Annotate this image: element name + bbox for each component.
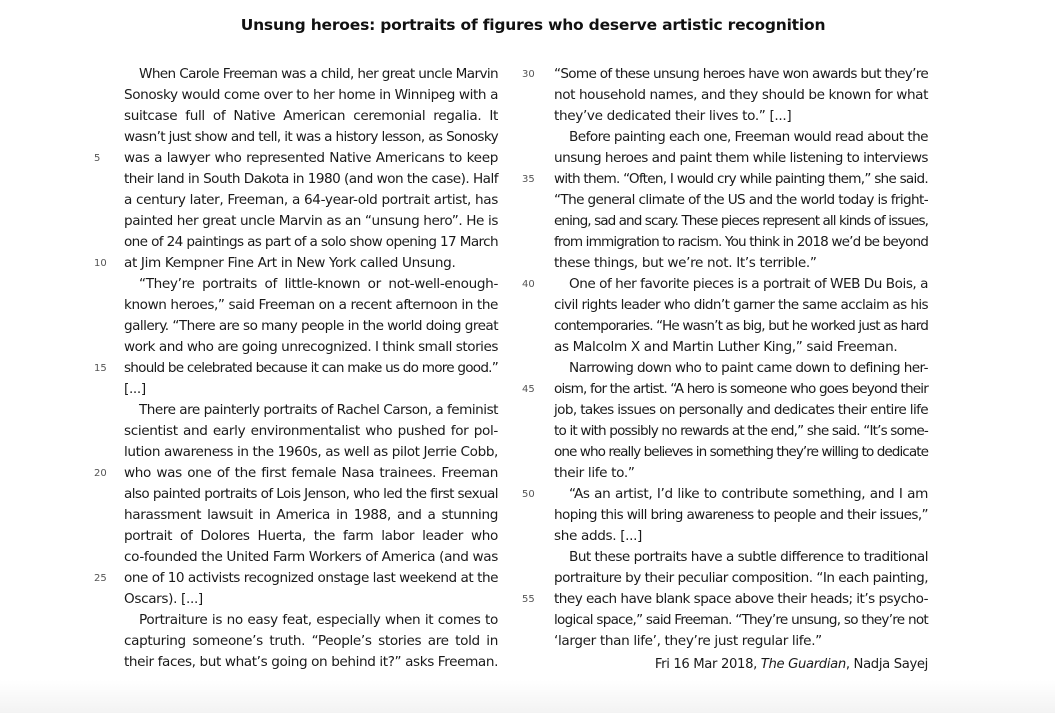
line-text: Narrowing down who to paint came down to defining her-	[569, 360, 928, 376]
line-text: [...]	[124, 381, 146, 397]
line-text: oism, for the artist. “A hero is someone who goes beyond their	[554, 381, 928, 397]
line-text: was a lawyer who represented Native Americans to keep	[124, 150, 498, 166]
line-text: one of 24 paintings as part of a solo show opening 17 March	[124, 234, 498, 250]
line-text: gallery. “There are so many people in the world doing great	[124, 318, 498, 334]
text-line	[522, 169, 928, 190]
text-line	[124, 85, 498, 106]
text-line	[554, 463, 928, 484]
line-text: Before painting each one, Freeman would read about the	[569, 129, 928, 145]
line-text: one of 10 activists recognized onstage last weekend at the	[124, 570, 498, 586]
line-text: One of her favorite pieces is a portrait of WEB Du Bois, a	[569, 276, 928, 292]
line-number: 10	[94, 258, 107, 269]
line-number: 55	[522, 594, 535, 605]
line-number: 30	[522, 69, 535, 80]
line-text: “They’re portraits of little-known or not-well-enough-	[139, 276, 498, 292]
text-line	[124, 316, 498, 337]
text-line	[124, 127, 498, 148]
text-line	[124, 106, 498, 127]
text-line	[124, 610, 498, 631]
line-text: work and who are going unrecognized. I think small stories	[124, 339, 498, 355]
text-line	[554, 232, 928, 253]
text-line	[554, 85, 928, 106]
line-text: a century later, Freeman, a 64-year-old portrait artist, has	[124, 192, 498, 208]
text-line	[124, 274, 498, 295]
text-line	[554, 127, 928, 148]
text-line	[554, 337, 928, 358]
right-column	[522, 64, 928, 675]
text-line	[124, 379, 498, 400]
text-line	[554, 526, 928, 547]
line-text: with them. “Often, I would cry while painting them,” she said.	[554, 171, 928, 187]
line-text: they each have blank space above their heads; it’s psycho-	[554, 591, 928, 607]
line-text: from immigration to racism. You think in 2018 we’d be beyond	[554, 234, 928, 250]
text-line	[554, 610, 928, 631]
text-line	[124, 484, 498, 505]
text-line	[554, 106, 928, 127]
line-text: they’ve dedicated their lives to.” [...]	[554, 108, 792, 124]
text-line	[124, 421, 498, 442]
text-line	[124, 652, 498, 673]
text-line	[554, 253, 928, 274]
line-text: who was one of the first female Nasa trainees. Freeman	[124, 465, 498, 481]
text-line	[522, 274, 928, 295]
line-number: 5	[94, 153, 101, 164]
text-line	[124, 211, 498, 232]
line-text: their faces, but what’s going on behind it?” asks Freeman.	[124, 654, 498, 670]
line-text: their life to.”	[554, 465, 635, 481]
text-line	[94, 148, 498, 169]
line-text: But these portraits have a subtle difference to traditional	[569, 549, 928, 565]
line-text: wasn’t just show and tell, it was a history lesson, as Sonosky	[124, 129, 498, 145]
text-line	[522, 484, 928, 505]
line-text: lution awareness in the 1960s, as well as pilot Jerrie Cobb,	[124, 444, 498, 460]
article-credit	[554, 654, 928, 675]
text-line	[124, 64, 498, 85]
line-text: to it with possibly no rewards at the end,” she said. “It’s some-	[554, 423, 928, 439]
text-line	[124, 589, 498, 610]
line-text: Oscars). [...]	[124, 591, 203, 607]
text-line	[554, 442, 928, 463]
text-line	[554, 568, 928, 589]
text-line	[124, 169, 498, 190]
text-line	[522, 379, 928, 400]
credit-publication: The Guardian	[760, 657, 846, 672]
line-text: contemporaries. “He wasn’t as big, but he worked just as hard	[554, 318, 928, 334]
text-line	[124, 295, 498, 316]
text-line	[94, 568, 498, 589]
line-text: “Some of these unsung heroes have won awards but they’re	[554, 66, 928, 82]
text-line	[124, 232, 498, 253]
line-text: also painted portraits of Lois Jenson, who led the first sexual	[124, 486, 498, 502]
text-line	[522, 64, 928, 85]
line-text: co-founded the United Farm Workers of America (and was	[124, 549, 498, 565]
line-text: she adds. [...]	[554, 528, 643, 544]
text-line	[554, 400, 928, 421]
line-text: job, takes issues on personally and dedicates their entire life	[554, 402, 928, 418]
line-text: portrait of Dolores Huerta, the farm labor leader who	[124, 528, 498, 544]
line-text: When Carole Freeman was a child, her great uncle Marvin	[139, 66, 499, 82]
text-line	[522, 589, 928, 610]
line-number: 45	[522, 384, 535, 395]
text-line	[554, 547, 928, 568]
line-number: 20	[94, 468, 107, 479]
line-text: scientist and early environmentalist who pushed for pol-	[124, 423, 498, 439]
text-line	[554, 148, 928, 169]
line-text: their land in South Dakota in 1980 (and won the case). Half	[124, 171, 498, 187]
text-line	[124, 505, 498, 526]
text-line	[554, 358, 928, 379]
line-text: unsung heroes and paint them while listening to interviews	[554, 150, 928, 166]
line-text: known heroes,” said Freeman on a recent afternoon in the	[124, 297, 498, 313]
text-line	[124, 526, 498, 547]
line-text: should be celebrated because it can make us do more good.”	[124, 360, 498, 376]
credit-date: Fri 16 Mar 2018,	[654, 657, 761, 672]
line-text: “As an artist, I’d like to contribute something, and I am	[569, 486, 928, 502]
line-text: painted her great uncle Marvin as an “unsung hero”. He is	[124, 213, 498, 229]
line-text: not household names, and they should be known for what	[554, 87, 928, 103]
line-number: 25	[94, 573, 107, 584]
line-number: 15	[94, 363, 107, 374]
line-number: 40	[522, 279, 535, 290]
line-text: portraiture by their peculiar composition. “In each painting,	[554, 570, 928, 586]
text-line	[554, 631, 928, 652]
line-number: 50	[522, 489, 535, 500]
text-line	[124, 337, 498, 358]
line-text: civil rights leader who didn’t garner the same acclaim as his	[554, 297, 928, 313]
line-text: There are painterly portraits of Rachel Carson, a feminist	[139, 402, 498, 418]
line-text: “The general climate of the US and the world today is fright-	[554, 192, 928, 208]
line-text: suitcase full of Native American ceremonial regalia. It	[124, 108, 498, 124]
text-line	[554, 295, 928, 316]
text-line	[124, 190, 498, 211]
article-title: Unsung heroes: portraits of figures who deserve artistic recognition	[240, 16, 826, 34]
line-text: logical space,” said Freeman. “They’re unsung, so they’re not	[554, 612, 928, 628]
line-text: harassment lawsuit in America in 1988, and a stunning	[124, 507, 498, 523]
text-line	[124, 547, 498, 568]
text-line	[94, 358, 498, 379]
credit-author: , Nadja Sayej	[845, 657, 928, 672]
line-text: as Malcolm X and Martin Luther King,” said Freeman.	[554, 339, 898, 355]
text-line	[554, 421, 928, 442]
line-text: ‘larger than life’, they’re just regular life.”	[554, 633, 822, 649]
text-line	[94, 253, 498, 274]
line-text: Sonosky would come over to her home in Winnipeg with a	[124, 87, 498, 103]
line-text: ening, sad and scary. These pieces represent all kinds of issues,	[554, 213, 928, 229]
left-column	[94, 64, 499, 673]
line-text: these things, but we’re not. It’s terrible.”	[554, 255, 817, 271]
text-line	[124, 400, 498, 421]
text-line	[554, 190, 928, 211]
line-text: one who really believes in something they’re willing to dedicate	[554, 444, 928, 460]
text-line	[554, 211, 928, 232]
text-line	[124, 442, 498, 463]
line-text: Portraiture is no easy feat, especially when it comes to	[139, 612, 498, 628]
line-text: at Jim Kempner Fine Art in New York called Unsung.	[124, 255, 456, 271]
line-number: 35	[522, 174, 535, 185]
line-text: hoping this will bring awareness to people and their issues,”	[554, 507, 928, 523]
text-line	[554, 316, 928, 337]
line-text: capturing someone’s truth. “People’s stories are told in	[124, 633, 498, 649]
text-line	[124, 631, 498, 652]
text-line	[554, 505, 928, 526]
text-line	[94, 463, 498, 484]
